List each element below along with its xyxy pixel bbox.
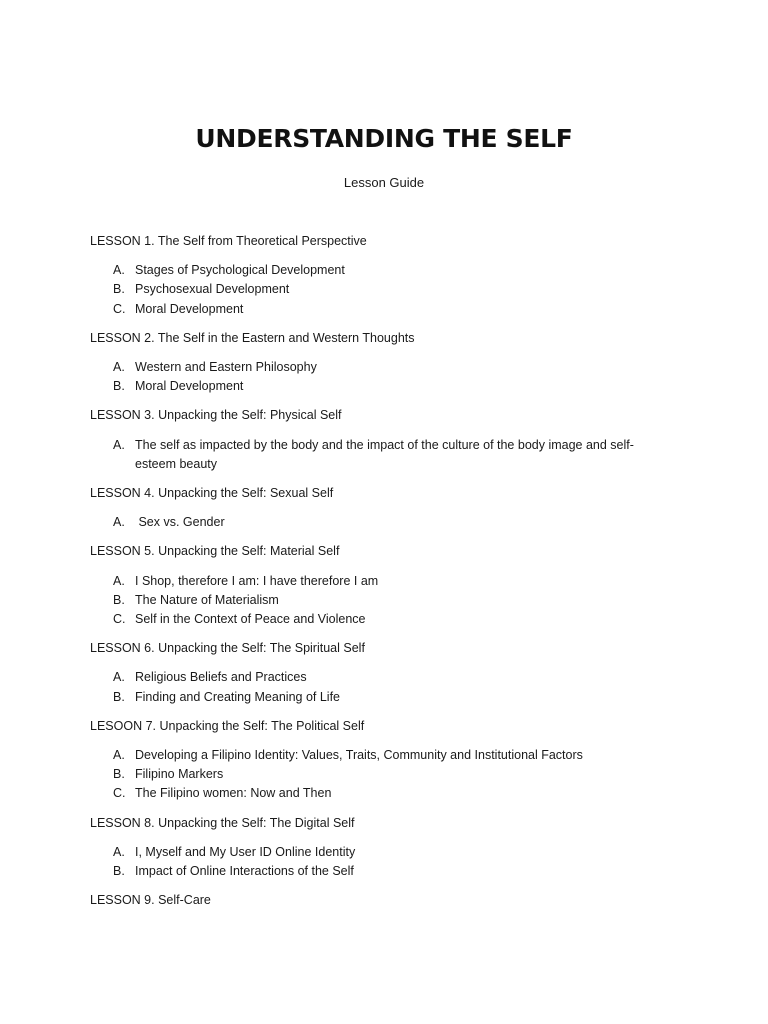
item-letter: B.: [113, 864, 125, 879]
item-letter: B.: [113, 282, 125, 297]
item-letter: A.: [113, 748, 125, 763]
item-text: Moral Development: [135, 301, 244, 316]
lesson-3: [90, 406, 660, 474]
item-text: Psychosexual Development: [135, 282, 290, 297]
item-letter: A.: [113, 844, 125, 859]
item-text: I, Myself and My User ID Online Identity: [135, 844, 356, 859]
document-title: UNDERSTANDING THE SELF: [195, 124, 573, 153]
list-item: [90, 572, 660, 591]
lesson-heading: LESSON 9. Self-Care: [90, 893, 211, 908]
list-item: [90, 862, 660, 881]
lesson-items: [90, 261, 660, 319]
lesson-heading: LESSON 1. The Self from Theoretical Perspective: [90, 234, 367, 248]
item-letter: A.: [113, 670, 125, 685]
lesson-heading: LESOON 7. Unpacking the Self: The Political Self: [90, 718, 365, 733]
item-letter: B.: [113, 379, 125, 394]
list-item: [90, 843, 660, 862]
item-text: Moral Development: [135, 379, 244, 394]
lesson-items: [90, 843, 660, 881]
lesson-heading: LESSON 6. Unpacking the Self: The Spiritual Self: [90, 641, 365, 656]
lesson-6: [90, 639, 660, 707]
lesson-8: [90, 814, 660, 882]
lesson-items: [90, 668, 660, 706]
item-text: Sex vs. Gender: [135, 515, 225, 530]
list-item: [90, 280, 660, 299]
lesson-heading: LESSON 4. Unpacking the Self: Sexual Self: [90, 486, 334, 501]
list-item: [90, 765, 660, 784]
lesson-list: [90, 232, 660, 920]
item-text: The Nature of Materialism: [135, 592, 279, 607]
item-letter: C.: [113, 786, 126, 801]
lesson-heading: LESSON 5. Unpacking the Self: Material Self: [90, 544, 340, 559]
item-letter: B.: [113, 592, 125, 607]
list-item: [90, 513, 660, 532]
lesson-5: [90, 542, 660, 629]
item-letter: A.: [113, 573, 125, 588]
list-item: [90, 668, 660, 687]
lesson-7: [90, 717, 660, 804]
document-subtitle: Lesson Guide: [343, 175, 425, 190]
item-letter: A.: [113, 515, 125, 530]
list-item: [90, 261, 660, 280]
lesson-9: [90, 891, 660, 910]
lesson-items: [90, 572, 660, 630]
list-item: [90, 591, 660, 610]
list-item: [90, 610, 660, 629]
item-text: Filipino Markers: [135, 767, 224, 782]
item-letter: A.: [113, 263, 125, 278]
item-letter: B.: [113, 689, 125, 704]
lesson-items: [90, 746, 660, 804]
lesson-heading: LESSON 3. Unpacking the Self: Physical Self: [90, 408, 342, 423]
item-letter: A.: [113, 360, 125, 375]
item-text: Self in the Context of Peace and Violence: [135, 612, 366, 627]
lesson-2: [90, 329, 660, 397]
item-letter: C.: [113, 301, 126, 316]
item-letter: C.: [113, 612, 126, 627]
lesson-items: [90, 513, 660, 532]
list-item: [90, 358, 660, 377]
item-text: Impact of Online Interactions of the Self: [135, 864, 354, 879]
list-item: [90, 746, 660, 765]
list-item: [90, 377, 660, 396]
lesson-items: [90, 358, 660, 396]
list-item: [90, 688, 660, 707]
list-item: [90, 300, 660, 319]
item-text: Developing a Filipino Identity: Values, Traits, Community and Institutional Factors: [135, 748, 583, 763]
list-item: [90, 436, 660, 474]
lesson-1: [90, 232, 660, 319]
item-text: Finding and Creating Meaning of Life: [135, 689, 340, 704]
item-letter: B.: [113, 767, 125, 782]
list-item: [90, 784, 660, 803]
lesson-items: [90, 436, 660, 474]
item-text: Western and Eastern Philosophy: [135, 360, 317, 375]
lesson-heading: LESSON 8. Unpacking the Self: The Digital Self: [90, 815, 355, 830]
lesson-4: [90, 484, 660, 532]
item-text: Stages of Psychological Development: [135, 263, 345, 278]
item-text: I Shop, therefore I am: I have therefore I am: [135, 573, 379, 588]
item-text: Religious Beliefs and Practices: [135, 670, 307, 685]
lesson-heading: LESSON 2. The Self in the Eastern and Western Thoughts: [90, 330, 415, 345]
item-text: The self as impacted by the body and the impact of the culture of the body image and self-esteem beauty: [135, 437, 634, 471]
item-text: The Filipino women: Now and Then: [135, 786, 332, 801]
item-letter: A.: [113, 437, 125, 452]
